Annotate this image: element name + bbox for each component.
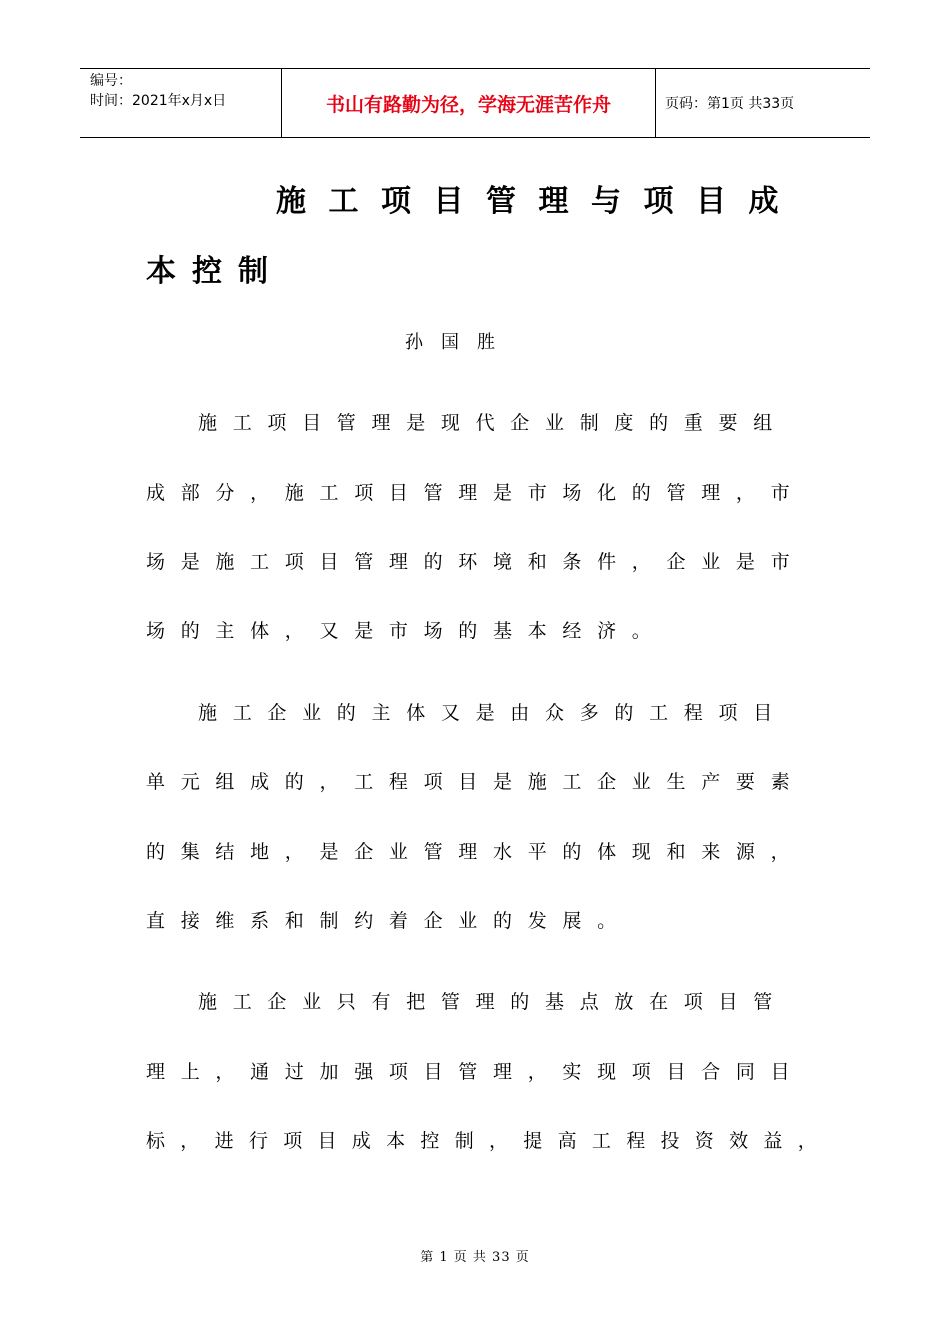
paragraph-line: 施工企业只有把管理的基点放在项目管 xyxy=(198,991,788,1013)
page-info: 页码：第1页 共33页 xyxy=(665,96,795,112)
paragraph-line: 的集结地，是企业管理水平的体现和来源， xyxy=(146,841,806,863)
author-name: 孙国胜 xyxy=(405,332,513,353)
header-motto-cell xyxy=(281,69,656,137)
page-footer: 第 1 页 共 33 页 xyxy=(420,1250,530,1265)
document-title-line-1: 施工项目管理与项目成 xyxy=(276,184,801,219)
paragraph-line: 施工项目管理是现代企业制度的重要组 xyxy=(198,412,788,434)
header-info-cell xyxy=(80,69,281,137)
serial-number-label: 编号： xyxy=(90,73,132,89)
document-title-line-2: 本控制 xyxy=(146,254,284,289)
paragraph-line: 标，进行项目成本控制，提高工程投资效益， xyxy=(146,1130,833,1152)
paragraph-line: 施工企业的主体又是由众多的工程项目 xyxy=(198,702,788,724)
paragraph-line: 直接维系和制约着企业的发展。 xyxy=(146,910,632,932)
header-page-cell xyxy=(655,69,870,137)
document-header xyxy=(80,68,870,138)
date-label: 时间：2021年x月x日 xyxy=(90,93,227,109)
paragraph-line: 成部分，施工项目管理是市场化的管理，市 xyxy=(146,482,806,504)
paragraph-line: 场是施工项目管理的环境和条件，企业是市 xyxy=(146,551,806,573)
paragraph-line: 理上，通过加强项目管理，实现项目合同目 xyxy=(146,1061,806,1083)
paragraph-line: 场的主体，又是市场的基本经济。 xyxy=(146,620,667,642)
paragraph-line: 单元组成的，工程项目是施工企业生产要素 xyxy=(146,771,806,793)
motto-text: 书山有路勤为径，学海无涯苦作舟 xyxy=(325,93,611,116)
